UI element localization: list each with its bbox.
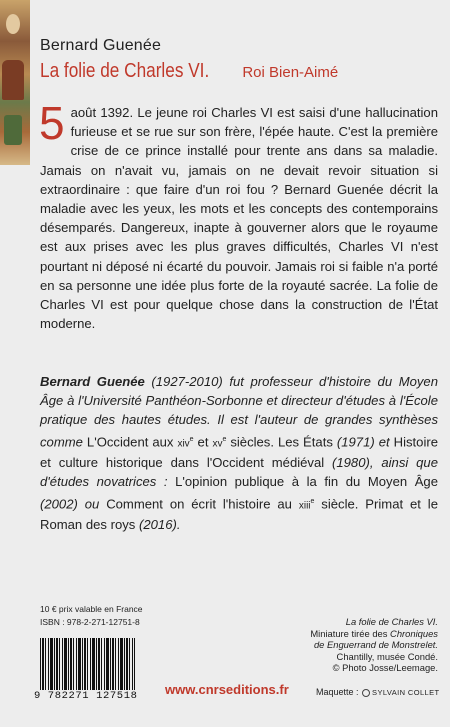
barcode-number: 9 782271 127518 [34,690,138,702]
figure-detail [4,115,22,145]
designer-name: SYLVAIN COLLET [372,688,440,697]
author-biography [40,372,438,534]
designer-logo-icon [362,689,370,697]
bio-book-title: Comment on écrit l'histoire au [106,495,299,511]
bio-author-name: Bernard Guenée [40,374,145,389]
design-credit [316,687,439,697]
bio-span: (2016). [135,517,181,533]
bio-book-title: siècle. Primat et le Roman des roys [40,495,438,533]
bio-century: xiii [298,499,311,511]
bio-book-title: Histoire et culture historique dans l'Occident médiéval [40,433,438,471]
credit-line: Chantilly, musée Condé. [336,650,438,662]
design-credit-label: Maquette : [316,687,359,697]
figure-head [6,14,20,34]
credit-line: La folie de Charles VI. [345,616,438,627]
author-name: Bernard Guenée [40,37,162,54]
credit-line: Miniature tirée des [310,627,391,639]
figure-robe [2,60,24,100]
book-title-main: La folie de Charles VI. [40,60,210,82]
bio-century: xv [212,437,223,449]
price-label: 10 € prix valable en France [40,604,143,614]
image-credit [268,616,438,674]
bio-book-title: siècles. Les États [226,433,333,449]
cover-miniature-fragment [0,0,30,165]
credit-line: Chroniques [390,627,438,639]
drop-cap: 5 [39,97,65,149]
barcode [40,638,135,690]
bio-sup: e [310,497,315,505]
publisher-website[interactable]: www.cnrseditions.fr [165,682,289,697]
bio-span: (1971) et [332,433,394,449]
credit-line: de Enguerrand de Monstrelet. [313,639,438,651]
credit-line: © Photo Josse/Leemage. [332,662,438,674]
bio-sup: e [189,435,194,443]
blurb-text: août 1392. Le jeune roi Charles VI est saisi d'une hallucination furieuse et se rue sur son frère, l'épée haute. C'est la première crise de ce prince installé pour trente ans dans sa maladie. Jamais on n'avait vu, jamais on ne devait revoir situation si extraordinaire : que faire d'un roi fou ? Bernard Guenée décrit la maladie avec les yeux, les mots et les concepts des contemporains désemparés. Dangereux, inapte à gouverner alors que le royaume est aux prises avec les plus graves difficultés, Charles VI n'est pourtant ni déposé ni écarté du pouvoir. Jamais roi si faible n'a porté en sa personne une idée plus forte de la royauté sacrée. La folie de Charles VI est pour quelque chose dans la construction de l'État moderne. [40,105,438,332]
bio-span: et [193,433,213,449]
book-title-sub: Roi Bien-Aimé [242,64,339,81]
bio-span: (1927-2010) fut professeur d'histoire du Moyen Âge à l'Université Panthéon-Sorbonne et directeur d'études à l'École pratique des hautes études. Il est l'auteur de grandes synthèses comme [40,374,438,449]
bio-span: (1980), ainsi que d'études novatrices : [40,455,438,490]
bio-span: (2002) ou [40,495,107,511]
book-title [40,60,338,83]
bio-century: xiv [177,437,190,449]
isbn-label: ISBN : 978-2-271-12751-8 [40,617,140,627]
bio-sup: e [222,435,227,443]
bio-book-title: L'opinion publique à la fin du Moyen Âge [175,474,438,490]
bio-book-title: L'Occident aux [86,433,178,449]
back-cover-blurb [39,97,438,333]
